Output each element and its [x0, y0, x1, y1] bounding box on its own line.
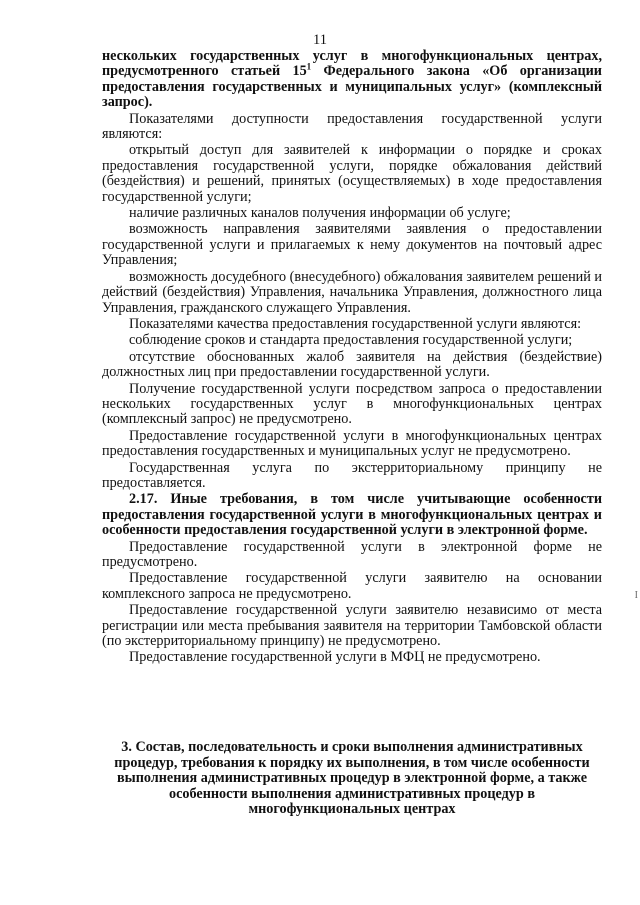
section-3-line: многофункциональных центрах: [248, 801, 456, 818]
heading-2-17: 2.17. Иные требования, в том числе учитывающие особенности предоставления государственной услуги в многофункциональных центрах и особенности предоставления государственной услуги в электронной форме.: [102, 491, 602, 539]
paragraph-no-complaints: отсутствие обоснованных жалоб заявителя на действия (бездействие) должностных лиц при предоставлении государственной услуги.: [102, 348, 602, 381]
document-body: [102, 49, 602, 667]
intro-text-2: Федерального закона «Об организации предоставления государственных и муниципальных услуг» (комплексный запрос).: [102, 63, 602, 111]
section-3-line: особенности выполнения административных процедур в: [169, 785, 535, 802]
paragraph-pretrial-appeal: возможность досудебного (внесудебного) обжалования заявителем решений и действий (бездействия) Управления, начальника Управления, должностного лица Управления, гражданского служащего Управления.: [102, 268, 602, 316]
paragraph-info-channels: наличие различных каналов получения информации об услуге;: [129, 205, 511, 222]
section-3-line: процедур, требования к порядку их выполнения, в том числе особенности: [114, 754, 590, 771]
paragraph-mfc: Предоставление государственной услуги в многофункциональных центрах предоставления государственных и муниципальных услуг не предусмотрено.: [102, 427, 602, 460]
paragraph-complex-request: Получение государственной услуги посредством запроса о предоставлении нескольких государственных услуг в многофункциональных центрах (комплексный запрос) не предусмотрено.: [102, 380, 602, 428]
edge-mark: I: [634, 590, 638, 601]
paragraph-open-access: открытый доступ для заявителей к информации о порядке и сроках предоставления государственной услуги, порядке обжалования действий (бездействия) и решений, принятых (осуществляемых) в ходе предоставления государственной услуги;: [102, 142, 602, 205]
paragraph-mfc-not-provided: Предоставление государственной услуги в МФЦ не предусмотрено.: [129, 649, 541, 666]
paragraph-deadlines: соблюдение сроков и стандарта предоставления государственной услуги;: [129, 332, 573, 349]
section-3-heading: [102, 740, 602, 818]
section-3-line: выполнения административных процедур в электронной форме, а также: [116, 770, 588, 787]
paragraph-complex-basis: Предоставление государственной услуги заявителю на основании комплексного запроса не предусмотрено.: [102, 570, 602, 602]
paragraph-electronic-form: Предоставление государственной услуги в электронной форме не предусмотрено.: [102, 538, 602, 570]
intro-paragraph: [102, 49, 602, 111]
section-3-line: 3. Состав, последовательность и сроки выполнения административных: [121, 739, 583, 755]
paragraph-availability-indicators: Показателями доступности предоставления государственной услуги являются:: [102, 110, 602, 143]
intro-text-1: нескольких государственных услуг в многофункциональных центрах, предусмотренного статьей 15: [102, 48, 602, 80]
paragraph-quality-indicators: Показателями качества предоставления государственной услуги являются:: [129, 315, 582, 332]
paragraph-extraterritorial: Государственная услуга по экстерриториальному принципу не предоставляется.: [102, 459, 602, 491]
intro-superscript: 1: [306, 61, 312, 72]
paragraph-postal-submission: возможность направления заявителями заявления о предоставлении государственной услуги и прилагаемых к нему документов на почтовый адрес Управления;: [102, 221, 602, 269]
page-number: 11: [313, 32, 327, 48]
paragraph-registration-place: Предоставление государственной услуги заявителю независимо от места регистрации или места пребывания заявителя на территории Тамбовской области (по экстерриториальному принципу) не предусмотрено.: [102, 602, 602, 650]
